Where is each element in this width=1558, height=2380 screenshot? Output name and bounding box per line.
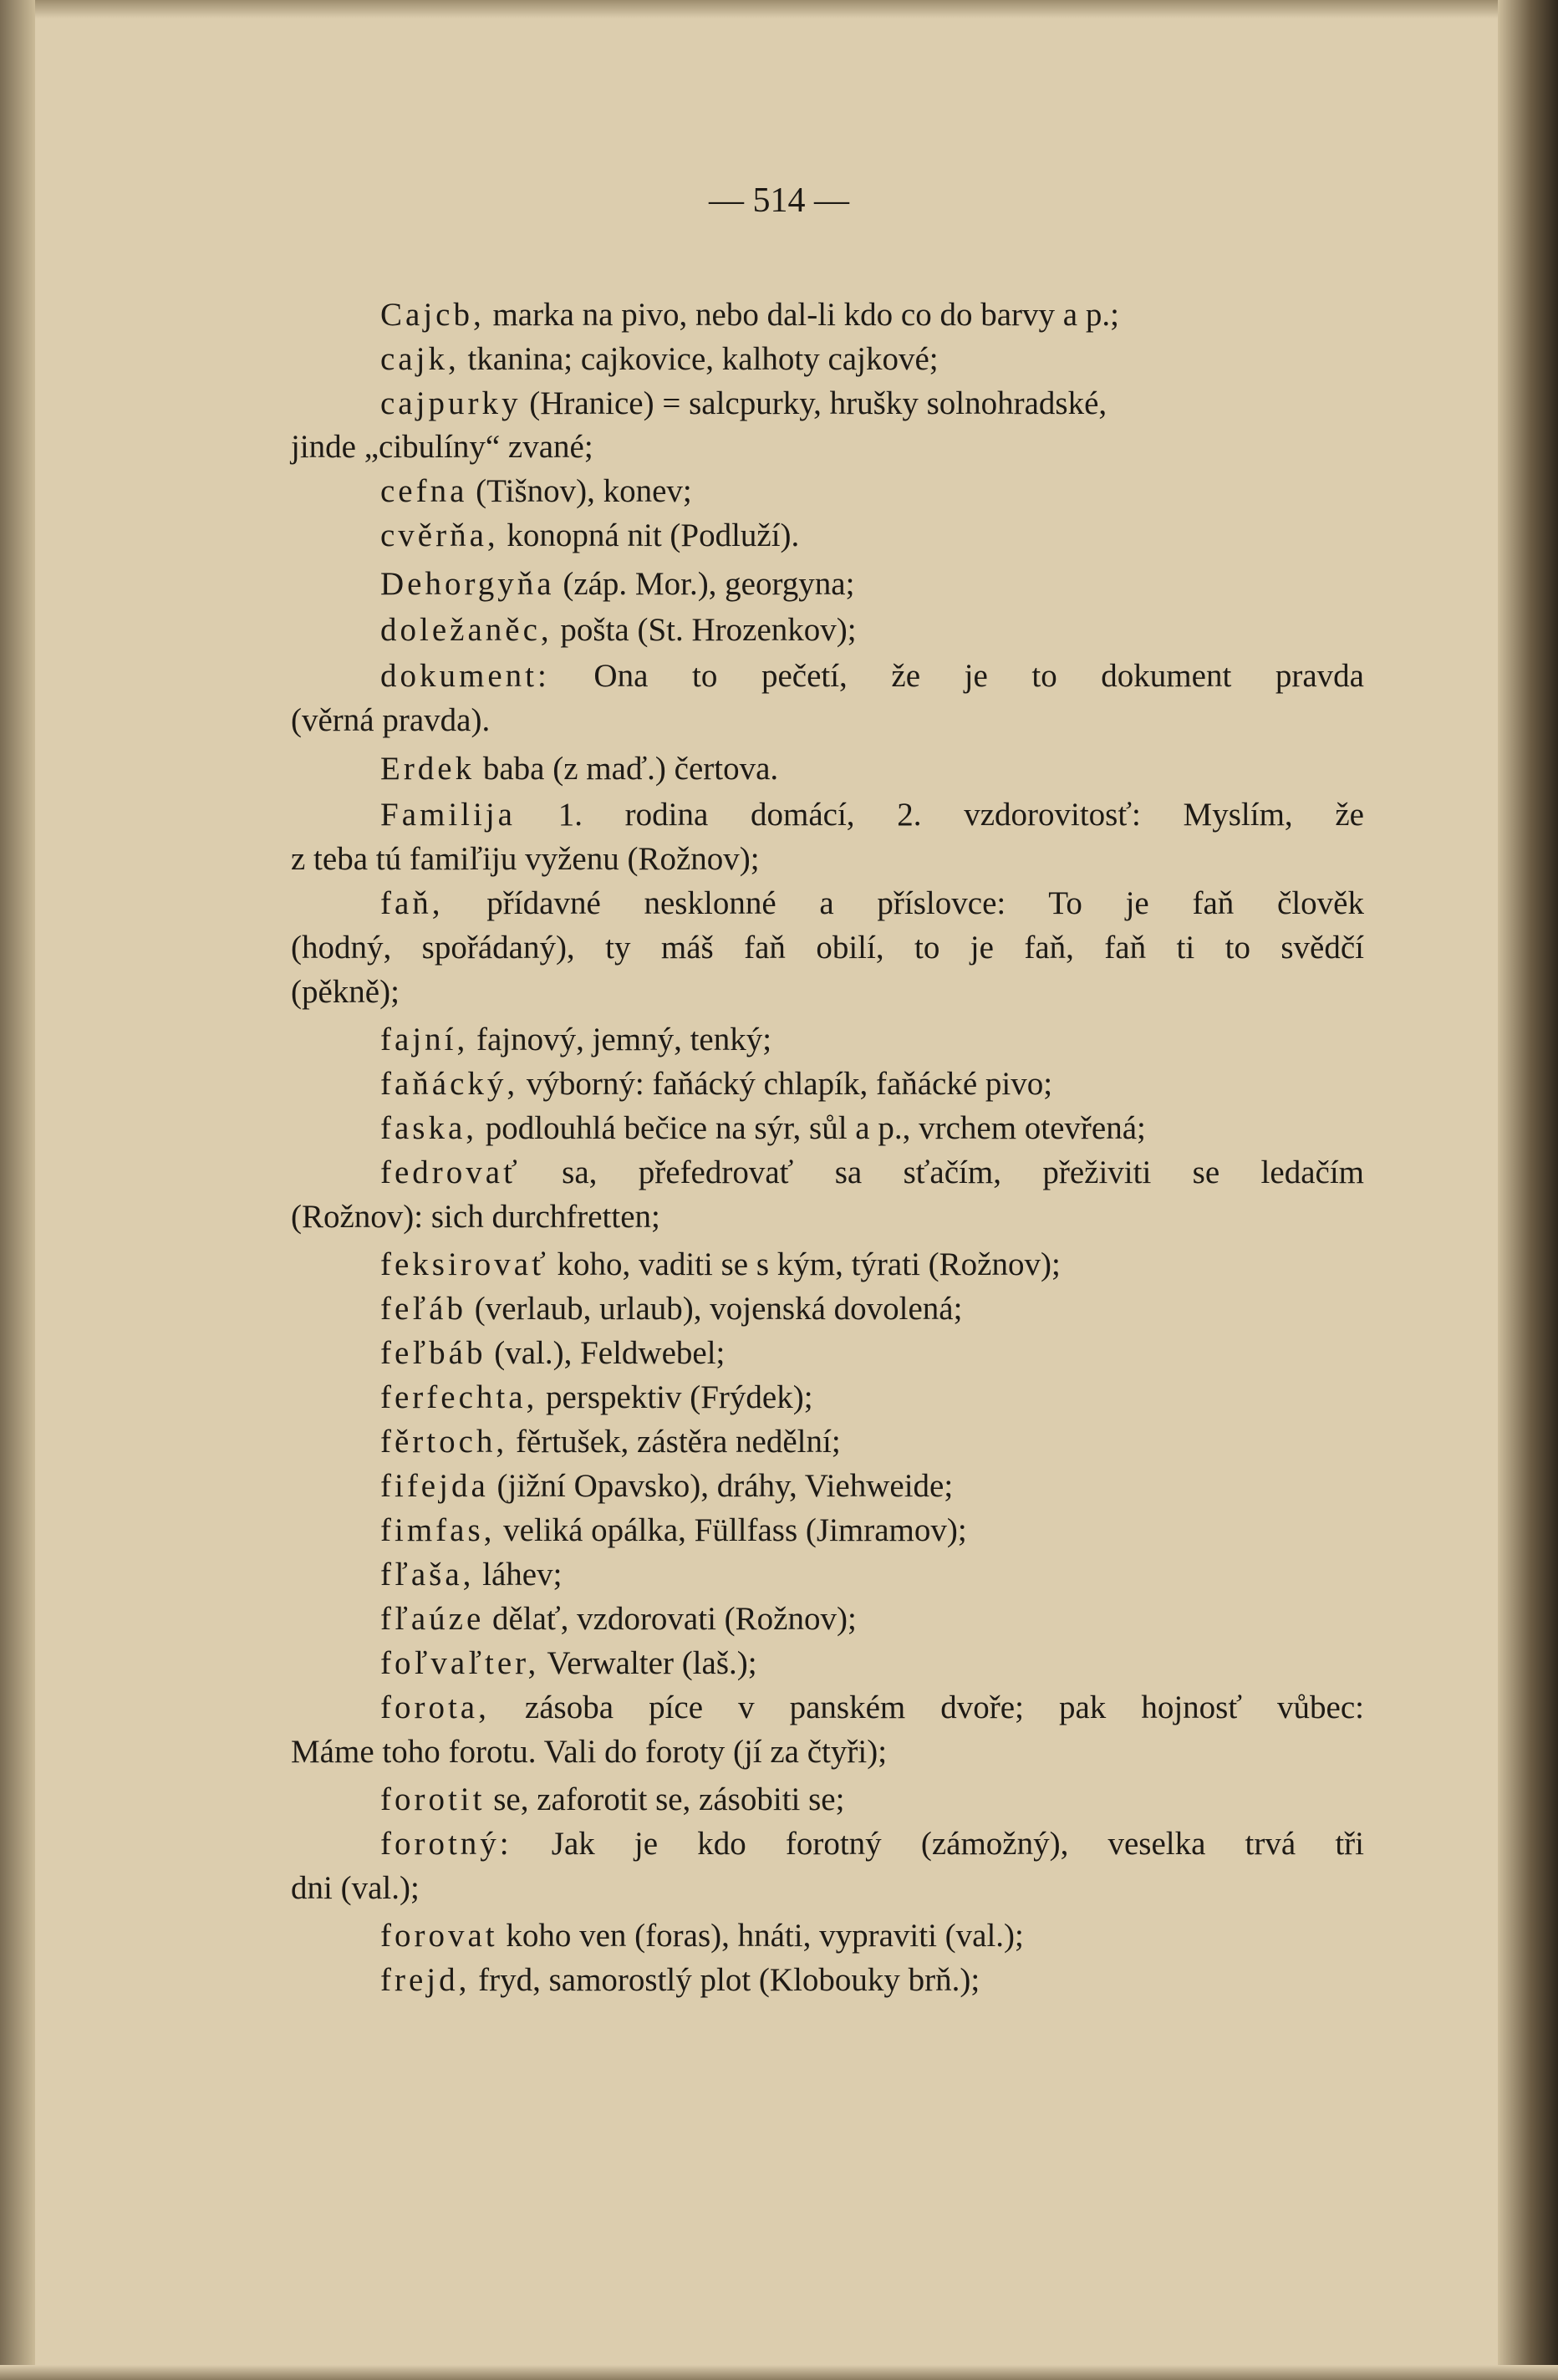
entry-line	[380, 1915, 1024, 1957]
headword: cajpurky	[380, 385, 522, 421]
definition-text: (val.), Feldwebel;	[486, 1335, 726, 1371]
definition-text: koho ven (foras), hnáti, vypraviti (val.);	[497, 1918, 1024, 1954]
definition-text: tkanina; cajkovice, kalhoty cajkové;	[459, 341, 939, 377]
entry-line	[380, 1244, 1061, 1286]
headword: foľvaľter,	[380, 1645, 540, 1681]
definition-text: perspektiv (Frýdek);	[537, 1379, 813, 1415]
definition-text: fěrtušek, zástěra nedělní;	[507, 1424, 841, 1460]
definition-text: (hodný, spořádaný), ty máš faň obilí, to je faň, faň ti to svědčí	[291, 930, 1364, 966]
entry-line	[380, 609, 857, 651]
entry-line	[380, 1643, 757, 1684]
page-number: — 514 —	[709, 181, 849, 220]
headword: Dehorgyňa	[380, 566, 555, 602]
headword: fedrovať	[380, 1154, 521, 1190]
definition-text: koho, vaditi se s kým, týrati (Rožnov);	[548, 1246, 1061, 1282]
headword: forotný:	[380, 1826, 512, 1862]
entry-continuation-line	[291, 927, 1364, 969]
headword: dokument:	[380, 658, 550, 694]
definition-text: přídavné nesklonné a příslovce: To je faň člověk	[443, 885, 1364, 921]
definition-text: (věrná pravda).	[291, 702, 491, 738]
entry-line	[380, 563, 854, 605]
entry-continuation-line	[291, 700, 490, 742]
entry-line	[380, 748, 778, 790]
entry-line	[380, 1823, 1364, 1865]
definition-text: (Tišnov), konev;	[467, 473, 692, 509]
entry-line	[380, 294, 1119, 336]
entry-line	[380, 1063, 1052, 1105]
entry-continuation-line	[291, 838, 760, 880]
definition-text: Máme toho forotu. Vali do foroty (jí za čtyři);	[291, 1734, 888, 1770]
definition-text: fryd, samorostlý plot (Klobouky brň.);	[470, 1962, 980, 1998]
headword: fimfas,	[380, 1512, 496, 1548]
entry-continuation-line	[291, 971, 400, 1013]
entry-line	[380, 515, 799, 557]
page-binding-shadow	[1498, 0, 1558, 2380]
entry-line	[380, 883, 1364, 925]
definition-text: baba (z maď.) čertova.	[475, 751, 779, 787]
headword: faska,	[380, 1110, 478, 1146]
headword: forovat	[380, 1918, 498, 1954]
definition-text: podlouhlá bečice na sýr, sůl a p., vrchem otevřená;	[477, 1110, 1146, 1146]
headword: feľbáb	[380, 1335, 486, 1371]
entry-line	[380, 655, 1364, 697]
entry-line	[380, 1554, 562, 1596]
entry-line	[380, 383, 1107, 425]
headword: ferfechta,	[380, 1379, 538, 1415]
headword: cvěrňa,	[380, 517, 499, 553]
definition-text: (Hranice) = salcpurky, hrušky solnohradské,	[521, 385, 1107, 421]
definition-text: 1. rodina domácí, 2. vzdorovitosť: Myslím, že	[516, 797, 1364, 833]
entry-continuation-line	[291, 1196, 660, 1238]
headword: faňácký,	[380, 1066, 519, 1102]
entry-continuation-line	[291, 426, 593, 468]
definition-text: dělať, vzdorovati (Rožnov);	[484, 1601, 857, 1637]
headword: cefna	[380, 473, 468, 509]
definition-text: veliká opálka, Füllfass (Jimramov);	[495, 1512, 967, 1548]
headword: Familija	[380, 797, 516, 833]
entry-line	[380, 1288, 962, 1330]
definition-text: Ona to pečetí, že je to dokument pravda	[549, 658, 1364, 694]
page-top-edge	[0, 0, 1558, 18]
entry-line	[380, 794, 1364, 836]
entry-line	[380, 1377, 813, 1419]
headword: forotit	[380, 1781, 486, 1817]
definition-text: sa, přefedrovať sa sťačím, přeživiti se ledačím	[520, 1154, 1364, 1190]
entry-line	[380, 1465, 953, 1507]
headword: fľaúze	[380, 1601, 485, 1637]
entry-line	[380, 1333, 725, 1374]
definition-text: láhev;	[474, 1557, 563, 1593]
headword: fěrtoch,	[380, 1424, 508, 1460]
entry-line	[380, 1421, 841, 1463]
headword: fľaša,	[380, 1557, 475, 1593]
definition-text: marka na pivo, nebo dal-li kdo co do barvy a p.;	[484, 297, 1119, 333]
entry-line	[380, 1510, 967, 1552]
headword: faň,	[380, 885, 444, 921]
entry-line	[380, 1019, 771, 1061]
entry-line	[380, 1960, 980, 2001]
headword: feksirovať	[380, 1246, 549, 1282]
headword: cajk,	[380, 341, 460, 377]
definition-text: se, zaforotit se, zásobiti se;	[485, 1781, 845, 1817]
entry-continuation-line	[291, 1868, 420, 1909]
definition-text: zásoba píce v panském dvoře; pak hojnosť vůbec:	[489, 1689, 1364, 1725]
headword: fifejda	[380, 1468, 489, 1504]
definition-text: dni (val.);	[291, 1870, 420, 1906]
entry-line	[380, 1598, 857, 1640]
definition-text: (záp. Mor.), georgyna;	[554, 566, 855, 602]
definition-text: (verlaub, urlaub), vojenská dovolená;	[466, 1291, 963, 1327]
headword: doležaněc,	[380, 612, 552, 648]
headword: forota,	[380, 1689, 490, 1725]
headword: frejd,	[380, 1962, 471, 1998]
entry-line	[380, 1779, 844, 1821]
definition-text: (Rožnov): sich durchfretten;	[291, 1199, 660, 1235]
headword: Cajcb,	[380, 297, 485, 333]
entry-line	[380, 339, 939, 380]
definition-text: z teba tú famiľiju vyženu (Rožnov);	[291, 841, 760, 877]
definition-text: (jižní Opavsko), dráhy, Viehweide;	[488, 1468, 954, 1504]
headword: feľáb	[380, 1291, 466, 1327]
page-bottom-edge	[0, 2365, 1558, 2380]
entry-line	[380, 1108, 1146, 1149]
definition-text: jinde „cibulíny“ zvané;	[291, 429, 593, 465]
entry-continuation-line	[291, 1731, 887, 1773]
page-left-edge	[0, 0, 35, 2380]
definition-text: konopná nit (Podluží).	[498, 517, 800, 553]
definition-text: výborný: faňácký chlapík, faňácké pivo;	[518, 1066, 1053, 1102]
entry-line	[380, 471, 692, 512]
definition-text: Jak je kdo forotný (zámožný), veselka trvá tři	[512, 1826, 1364, 1862]
definition-text: (pěkně);	[291, 974, 400, 1010]
entry-line	[380, 1687, 1364, 1729]
headword: Erdek	[380, 751, 476, 787]
definition-text: fajnový, jemný, tenký;	[468, 1022, 772, 1057]
entry-line	[380, 1152, 1364, 1194]
definition-text: pošta (St. Hrozenkov);	[552, 612, 857, 648]
headword: fajní,	[380, 1022, 469, 1057]
definition-text: Verwalter (laš.);	[539, 1645, 757, 1681]
